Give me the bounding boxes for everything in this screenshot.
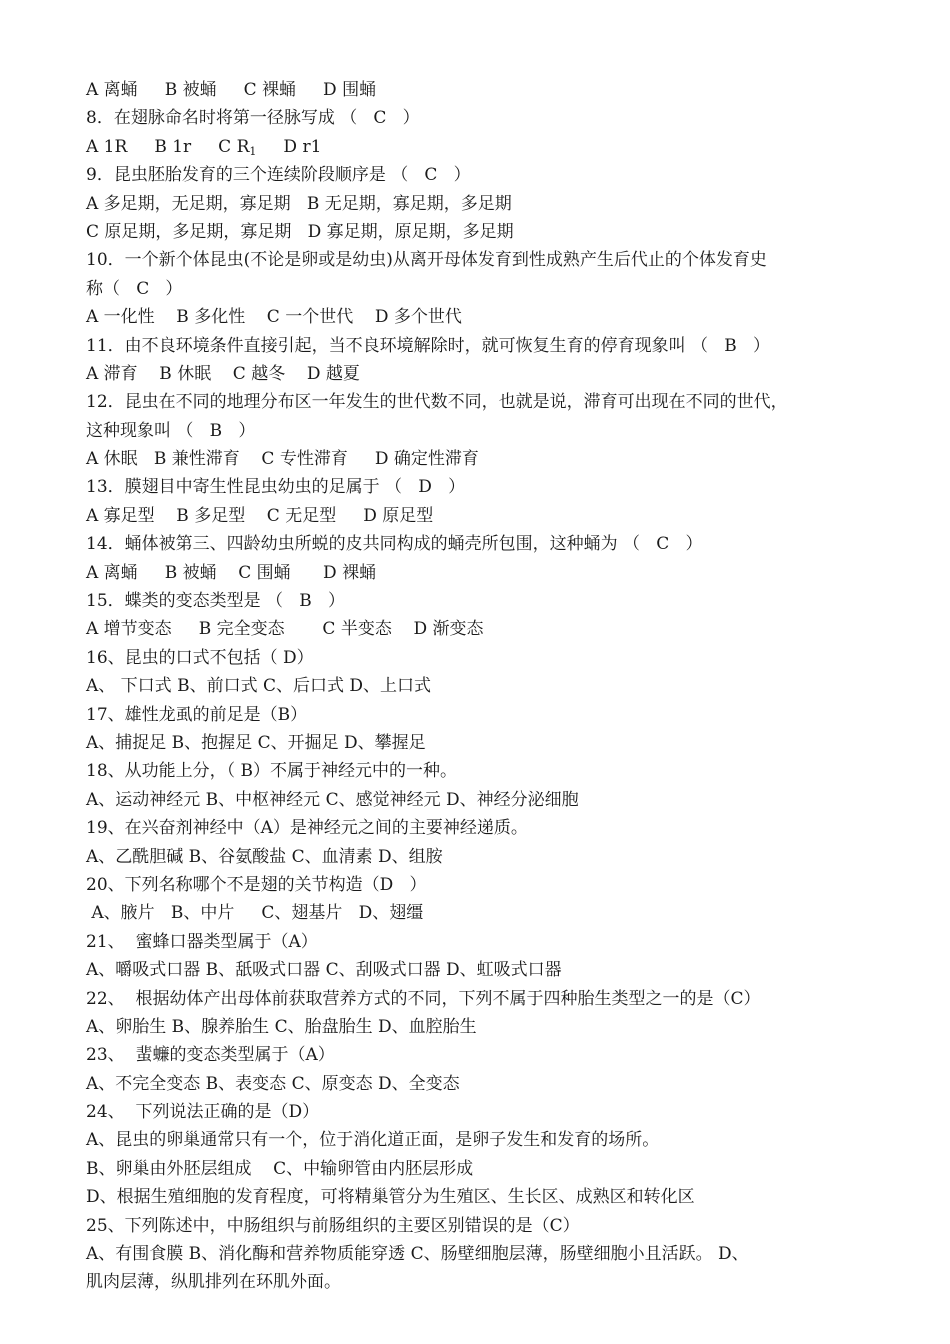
text-line: 11．由不良环境条件直接引起，当不良环境解除时，就可恢复生育的停育现象叫 （ B ） [86,335,770,356]
text-line: A、嚼吸式口器 B、舐吸式口器 C、刮吸式口器 D、虹吸式口器 [86,960,562,981]
text-line: A、卵胎生 B、腺养胎生 C、胎盘胎生 D、血腔胎生 [86,1016,477,1037]
text-line: 23、 蜚蠊的变态类型属于（A） [86,1045,335,1066]
text-line: 16、昆虫的口式不包括（ D） [86,647,314,668]
text-line: A 多足期，无足期，寡足期 B 无足期，寡足期，多足期 [86,193,512,214]
question-list [86,76,886,1297]
text-line: 9．昆虫胚胎发育的三个连续阶段顺序是 （ C ） [86,165,471,186]
text-line: 17、雄性龙虱的前足是（B） [86,704,308,725]
text-line: A、捕捉足 B、抱握足 C、开掘足 D、攀握足 [86,732,426,753]
text-line: 这种现象叫 （ B ） [86,420,256,441]
text-line: 22、 根据幼体产出母体前获取营养方式的不同，下列不属于四种胎生类型之一的是（C） [86,988,761,1009]
text-line: A 寡足型 B 多足型 C 无足型 D 原足型 [86,505,434,526]
options-text: A 1R B 1r C R [86,136,250,157]
text-line: A 离蛹 B 被蛹 C 裸蛹 D 围蛹 [86,80,377,100]
text-line: 14．蛹体被第三、四龄幼虫所蜕的皮共同构成的蛹壳所包围，这种蛹为 （ C ） [86,534,703,555]
text-line: 肌肉层薄，纵肌排列在环肌外面。 [86,1272,341,1293]
text-line: 25、下列陈述中，中肠组织与前肠组织的主要区别错误的是（C） [86,1215,580,1236]
text-line: A 休眠 B 兼性滞育 C 专性滞育 D 确定性滞育 [86,449,479,470]
text-line: 称（ C ） [86,278,183,299]
text-line: 13．膜翅目中寄生性昆虫幼虫的足属于 （ D ） [86,477,466,498]
text-line: A、乙酰胆碱 B、谷氨酸盐 C、血清素 D、组胺 [86,846,443,867]
text-line: A 滞育 B 休眠 C 越冬 D 越夏 [86,363,360,384]
text-line: 20、下列名称哪个不是翅的关节构造（D ） [86,874,427,895]
text-line: A 离蛹 B 被蛹 C 围蛹 D 裸蛹 [86,562,377,583]
text-line: C 原足期，多足期，寡足期 D 寡足期，原足期，多足期 [86,221,514,242]
text-line: 21、 蜜蜂口器类型属于（A） [86,931,318,952]
text-line: A、昆虫的卵巢通常只有一个，位于消化道正面，是卵子发生和发育的场所。 [86,1130,660,1151]
text-line: 12．昆虫在不同的地理分布区一年发生的世代数不同，也就是说，滞育可出现在不同的世代， [86,392,788,413]
subscript: 1 [249,144,257,158]
text-line: A 一化性 B 多化性 C 一个世代 D 多个世代 [86,307,462,328]
text-line: A、腋片 B、中片 C、翅基片 D、翅缰 [86,903,424,924]
text-line: A、有围食膜 B、消化酶和营养物质能穿透 C、肠壁细胞层薄，肠壁细胞小且活跃。 D、 [86,1244,749,1265]
text-line: A、运动神经元 B、中枢神经元 C、感觉神经元 D、神经分泌细胞 [86,789,579,810]
text-line: 24、 下列说法正确的是（D） [86,1102,320,1123]
text-line: 15．蝶类的变态类型是 （ B ） [86,591,345,612]
text-line: 18、从功能上分，（ B）不属于神经元中的一种。 [86,761,458,782]
text-line [86,133,886,161]
options-tail: D r1 [256,136,322,157]
text-line: A、 下口式 B、前口式 C、后口式 D、上口式 [86,676,432,697]
text-line: B、卵巢由外胚层组成 C、中输卵管由内胚层形成 [86,1158,474,1179]
text-line: D、根据生殖细胞的发育程度，可将精巢管分为生殖区、生长区、成熟区和转化区 [86,1187,695,1208]
text-line: A 增节变态 B 完全变态 C 半变态 D 渐变态 [86,619,484,640]
text-line: 8．在翅脉命名时将第一径脉写成 （ C ） [86,108,420,129]
text-line: A、不完全变态 B、表变态 C、原变态 D、全变态 [86,1073,460,1094]
text-line: 10．一个新个体昆虫(不论是卵或是幼虫)从离开母体发育到性成熟产生后代止的个体发育史 [86,250,767,271]
text-line: 19、在兴奋剂神经中（A）是神经元之间的主要神经递质。 [86,818,528,839]
